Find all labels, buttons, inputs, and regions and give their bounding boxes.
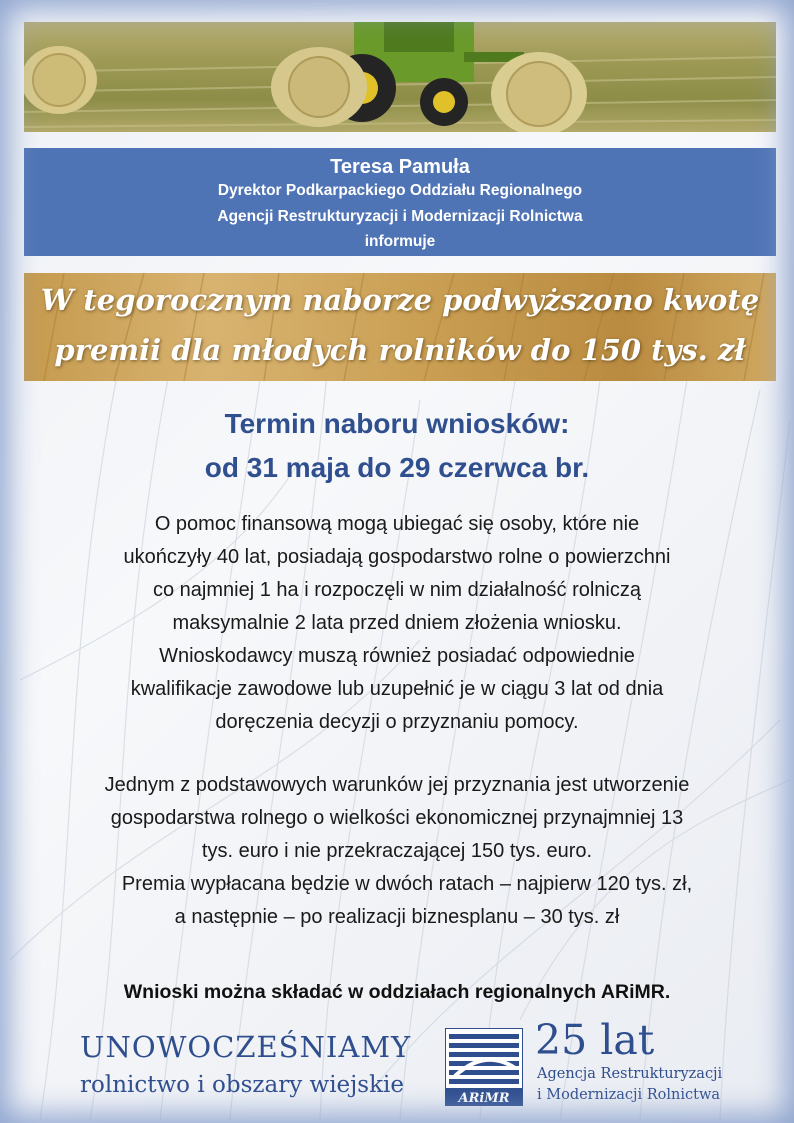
- paragraph1-line: co najmniej 1 ha i rozpoczęli w nim działalność rolniczą: [153, 579, 641, 601]
- agency-line2: i Modernizacji Rolnictwa: [537, 1087, 721, 1103]
- term-dates: od 31 maja do 29 czerwca br.: [204, 452, 590, 483]
- paragraph2-line: Premia wypłacana będzie w dwóch ratach – najpierw 120 tys. zł,: [121, 873, 693, 895]
- director-role-line1: Dyrektor Podkarpackiego Oddziału Regionalnego: [217, 182, 583, 199]
- arimr-logo: [445, 1028, 523, 1106]
- director-role-line3: informuje: [364, 233, 436, 250]
- header-photo-tractor: [24, 22, 776, 132]
- paragraph2-line: tys. euro i nie przekraczającej 150 tys. euro.: [201, 840, 593, 862]
- paragraph1-line: O pomoc finansową mogą ubiegać się osoby, które nie: [154, 513, 640, 535]
- headline-line1: W tegorocznym naborze podwyższono kwotę: [40, 283, 760, 317]
- director-info-box: [24, 148, 776, 256]
- paragraph1-line: Wnioskodawcy muszą również posiadać odpowiednie: [159, 645, 635, 667]
- paragraph2-line: Jednym z podstawowych warunków jej przyznania jest utworzenie: [104, 774, 690, 796]
- headline-line2: premii dla młodych rolników do 150 tys. zł: [54, 333, 746, 367]
- term-heading: Termin naboru wniosków:: [224, 408, 570, 439]
- paragraph1-line: maksymalnie 2 lata przed dniem złożenia wniosku.: [172, 612, 622, 634]
- director-name: Teresa Pamuła: [330, 156, 470, 178]
- headline-banner: [24, 273, 776, 381]
- paragraph1-line: ukończyły 40 lat, posiadają gospodarstwo rolne o powierzchni: [123, 546, 671, 568]
- paragraph2-line: a następnie – po realizacji biznesplanu – 30 tys. zł: [174, 906, 620, 928]
- application-note: Wnioski można składać w oddziałach regionalnych ARiMR.: [123, 981, 671, 1003]
- director-role-line2: Agencji Restrukturyzacji i Modernizacji Rolnictwa: [217, 208, 583, 225]
- slogan-line2: rolnictwo i obszary wiejskie: [80, 1072, 404, 1098]
- slogan-line1: UNOWOCZEŚNIAMY: [80, 1030, 412, 1064]
- paragraph2-line: gospodarstwa rolnego o wielkości ekonomicznej przynajmniej 13: [110, 807, 684, 829]
- arimr-logo-text: ARiMR: [458, 1091, 510, 1106]
- paragraph1-line: kwalifikacje zawodowe lub uzupełnić je w ciągu 3 lat od dnia: [130, 678, 664, 700]
- paragraph1-line: doręczenia decyzji o przyznaniu pomocy.: [215, 711, 579, 733]
- anniversary-text: 25 lat: [535, 1016, 655, 1064]
- agency-line1: Agencja Restrukturyzacji: [537, 1066, 723, 1082]
